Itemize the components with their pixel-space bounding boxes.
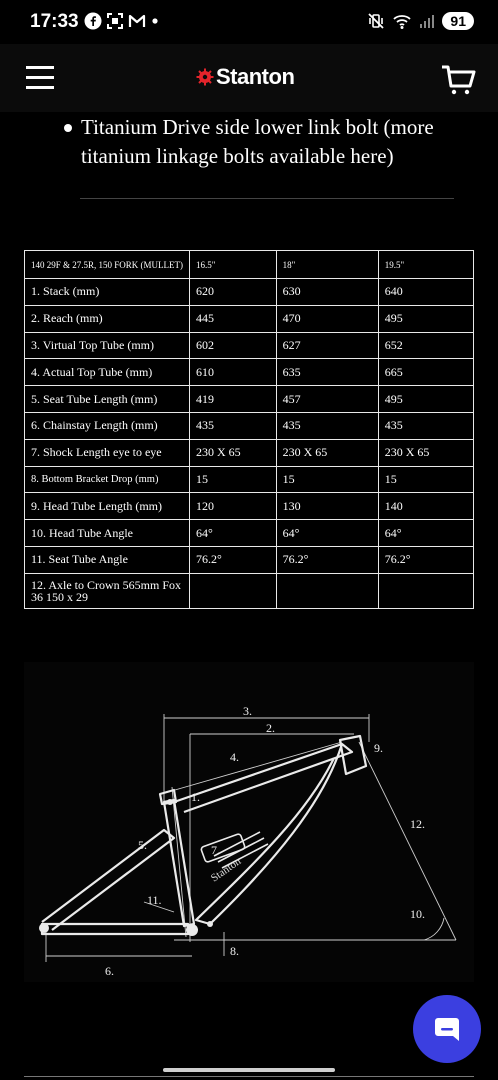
table-cell: 64° (276, 520, 378, 547)
table-cell: 620 (190, 279, 277, 306)
table-cell: 665 (378, 359, 473, 386)
table-cell: 630 (276, 279, 378, 306)
dim-label-12: 12. (410, 817, 425, 831)
dim-label-3: 3. (243, 704, 252, 718)
table-cell: 610 (190, 359, 277, 386)
table-cell: 230 X 65 (190, 439, 277, 466)
table-cell: 76.2° (190, 546, 277, 573)
table-row (25, 386, 474, 413)
table-cell: 640 (378, 279, 473, 306)
table-cell: 230 X 65 (276, 439, 378, 466)
table-cell: 5. Seat Tube Length (mm) (25, 386, 190, 413)
table-cell: 64° (190, 520, 277, 547)
notification-icons (84, 12, 160, 30)
table-cell: 435 (190, 412, 277, 439)
table-row (25, 493, 474, 520)
wifi-icon (392, 12, 412, 30)
frame-geometry-illustration (24, 662, 474, 982)
table-header-cell: 16.5" (190, 251, 277, 279)
table-cell: 10. Head Tube Angle (25, 520, 190, 547)
geometry-table (24, 250, 474, 609)
table-cell: 15 (190, 466, 277, 493)
dot-icon (150, 16, 160, 26)
brand-name: Stanton (216, 64, 295, 89)
dim-label-2: 2. (266, 721, 275, 735)
table-cell (190, 573, 277, 608)
table-cell: 9. Head Tube Length (mm) (25, 493, 190, 520)
hamburger-icon[interactable] (26, 66, 54, 90)
table-row (25, 439, 474, 466)
chat-bubble-icon (432, 1014, 462, 1044)
table-cell: 495 (378, 386, 473, 413)
dim-label-6: 6. (105, 964, 114, 978)
table-cell: 15 (378, 466, 473, 493)
table-cell: 495 (378, 305, 473, 332)
battery-level: 91 (442, 12, 474, 30)
table-row (25, 305, 474, 332)
gear-logo-icon (196, 68, 214, 86)
chat-button[interactable] (413, 995, 481, 1063)
bullet-text: Titanium Drive side lower link bolt (more titanium linkage bolts available here) (81, 115, 434, 168)
table-header-row (25, 251, 474, 279)
brand-logo[interactable] (196, 64, 294, 90)
table-cell (276, 573, 378, 608)
table-row (25, 466, 474, 493)
table-cell: 15 (276, 466, 378, 493)
dim-label-9: 9. (374, 741, 383, 755)
table-cell: 602 (190, 332, 277, 359)
system-icons (367, 12, 474, 30)
status-time: 17:33 (30, 11, 79, 32)
table-cell: 435 (276, 412, 378, 439)
table-cell: 1. Stack (mm) (25, 279, 190, 306)
table-cell: 419 (190, 386, 277, 413)
geometry-diagram (24, 662, 474, 982)
table-cell: 8. Bottom Bracket Drop (mm) (25, 466, 190, 493)
table-cell: 470 (276, 305, 378, 332)
table-cell: 76.2° (378, 546, 473, 573)
table-cell: 76.2° (276, 546, 378, 573)
table-cell: 2. Reach (mm) (25, 305, 190, 332)
table-row (25, 573, 474, 608)
table-header-cell: 19.5" (378, 251, 473, 279)
table-cell (378, 573, 473, 608)
site-header (0, 44, 498, 112)
table-cell: 130 (276, 493, 378, 520)
table-edge (24, 1076, 474, 1077)
table-header-cell: 140 29F & 27.5R, 150 FORK (MULLET) (25, 251, 190, 279)
table-cell: 4. Actual Top Tube (mm) (25, 359, 190, 386)
mute-vibrate-icon (367, 12, 385, 30)
cart-button[interactable] (440, 64, 476, 101)
dim-label-5: 5. (138, 838, 147, 852)
gmail-icon (128, 13, 146, 29)
dim-label-4: 4. (230, 750, 239, 764)
signal-icon (419, 13, 435, 29)
divider (80, 198, 454, 199)
table-cell: 6. Chainstay Length (mm) (25, 412, 190, 439)
frame-decal: Stanton (208, 855, 244, 885)
table-cell: 627 (276, 332, 378, 359)
table-cell: 457 (276, 386, 378, 413)
table-row (25, 279, 474, 306)
table-cell: 230 X 65 (378, 439, 473, 466)
table-row (25, 520, 474, 547)
table-cell: 445 (190, 305, 277, 332)
table-cell: 120 (190, 493, 277, 520)
table-header-cell: 18" (276, 251, 378, 279)
table-cell: 635 (276, 359, 378, 386)
dim-label-8: 8. (230, 944, 239, 958)
home-indicator[interactable] (163, 1068, 335, 1072)
table-cell: 3. Virtual Top Tube (mm) (25, 332, 190, 359)
screenshot-icon (106, 12, 124, 30)
dim-label-10: 10. (410, 907, 425, 921)
table-cell: 140 (378, 493, 473, 520)
table-cell: 64° (378, 520, 473, 547)
bullet-dot (64, 124, 72, 132)
facebook-icon (84, 12, 102, 30)
table-cell: 12. Axle to Crown 565mm Fox 36 150 x 29 (25, 573, 190, 608)
table-cell: 11. Seat Tube Angle (25, 546, 190, 573)
table-cell: 652 (378, 332, 473, 359)
table-cell: 7. Shock Length eye to eye (25, 439, 190, 466)
table-row (25, 412, 474, 439)
cart-icon (440, 64, 476, 96)
status-bar (0, 0, 498, 44)
table-row (25, 546, 474, 573)
dim-label-1: 1. (191, 790, 200, 804)
table-row (25, 359, 474, 386)
dim-label-11: 11. (147, 893, 162, 907)
table-row (25, 332, 474, 359)
dim-label-7: 7. (211, 843, 220, 857)
table-cell: 435 (378, 412, 473, 439)
